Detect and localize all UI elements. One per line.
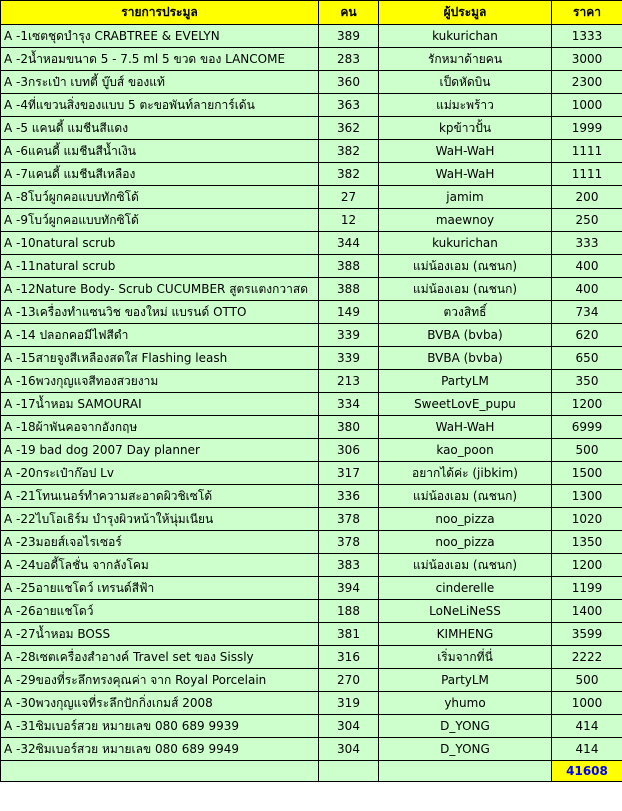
cell-seller: WaH-WaH: [379, 163, 552, 186]
total-blank-count: [319, 761, 379, 782]
cell-price: 200: [552, 186, 622, 209]
cell-seller: kao_poon: [379, 439, 552, 462]
cell-item: A -2น้ำหอมขนาด 5 - 7.5 ml 5 ขวด ของ LANCOME: [1, 48, 319, 71]
cell-price: 734: [552, 301, 622, 324]
cell-price: 414: [552, 715, 622, 738]
table-row: [1, 186, 622, 209]
table-row: [1, 232, 622, 255]
cell-item: A -9โบว์ผูกคอแบบทักซิโด้: [1, 209, 319, 232]
cell-seller: อยากได้ค่ะ (jibkim): [379, 462, 552, 485]
cell-price: 1350: [552, 531, 622, 554]
cell-item: A -27น้ำหอม BOSS: [1, 623, 319, 646]
cell-item: A -8โบว์ผูกคอแบบทักซิโด้: [1, 186, 319, 209]
cell-count: 363: [319, 94, 379, 117]
cell-count: 336: [319, 485, 379, 508]
cell-seller: WaH-WaH: [379, 416, 552, 439]
cell-price: 3000: [552, 48, 622, 71]
cell-count: 344: [319, 232, 379, 255]
cell-seller: jamim: [379, 186, 552, 209]
cell-price: 2222: [552, 646, 622, 669]
header-seller: ผู้ประมูล: [379, 1, 552, 25]
cell-count: 304: [319, 715, 379, 738]
cell-count: 319: [319, 692, 379, 715]
table-row: [1, 508, 622, 531]
table-row: [1, 140, 622, 163]
cell-seller: เป็ดหัดบิน: [379, 71, 552, 94]
cell-seller: แม่น้องเอม (ณชนก): [379, 278, 552, 301]
table-row: [1, 278, 622, 301]
cell-price: 1000: [552, 692, 622, 715]
cell-item: A -30พวงกุญแจที่ระลึกปักกิ่งเกมส์ 2008: [1, 692, 319, 715]
cell-seller: kukurichan: [379, 232, 552, 255]
table-row: [1, 163, 622, 186]
cell-price: 500: [552, 669, 622, 692]
cell-price: 400: [552, 278, 622, 301]
cell-price: 500: [552, 439, 622, 462]
cell-count: 339: [319, 347, 379, 370]
cell-count: 378: [319, 508, 379, 531]
table-row: [1, 462, 622, 485]
table-row: [1, 738, 622, 761]
cell-count: 12: [319, 209, 379, 232]
total-row: [1, 761, 622, 782]
table-row: [1, 485, 622, 508]
table-row: [1, 715, 622, 738]
table-row: [1, 71, 622, 94]
cell-item: A -17น้ำหอม SAMOURAI: [1, 393, 319, 416]
cell-count: 388: [319, 255, 379, 278]
cell-count: 27: [319, 186, 379, 209]
cell-seller: BVBA (bvba): [379, 324, 552, 347]
cell-count: 388: [319, 278, 379, 301]
cell-item: A -11natural scrub: [1, 255, 319, 278]
total-price: 41608: [552, 761, 622, 782]
cell-seller: ตวงสิทธิ์: [379, 301, 552, 324]
cell-price: 3599: [552, 623, 622, 646]
table-row: [1, 554, 622, 577]
cell-price: 1999: [552, 117, 622, 140]
cell-item: A -23มอยส์เจอไรเซอร์: [1, 531, 319, 554]
cell-price: 250: [552, 209, 622, 232]
table-row: [1, 301, 622, 324]
cell-seller: D_YONG: [379, 738, 552, 761]
table-row: [1, 692, 622, 715]
cell-count: 317: [319, 462, 379, 485]
cell-item: A -32ซิมเบอร์สวย หมายเลข 080 689 9949: [1, 738, 319, 761]
total-blank-item: [1, 761, 319, 782]
cell-seller: noo_pizza: [379, 531, 552, 554]
cell-item: A -24บอดี้โลชั่น จากลังโคม: [1, 554, 319, 577]
header-count: คน: [319, 1, 379, 25]
cell-price: 400: [552, 255, 622, 278]
cell-price: 1300: [552, 485, 622, 508]
cell-item: A -10natural scrub: [1, 232, 319, 255]
cell-item: A -31ซิมเบอร์สวย หมายเลข 080 689 9939: [1, 715, 319, 738]
cell-count: 381: [319, 623, 379, 646]
cell-price: 1500: [552, 462, 622, 485]
cell-item: A -3กระเป๋า เบทตี้ บู๊บส์ ของแท้: [1, 71, 319, 94]
table-row: [1, 370, 622, 393]
cell-count: 360: [319, 71, 379, 94]
cell-count: 334: [319, 393, 379, 416]
cell-item: A -13เครื่องทำแซนวิช ของใหม่ แบรนด์ OTTO: [1, 301, 319, 324]
cell-item: A -21โทนเนอร์ทำความสะอาดผิวชิเซโด้: [1, 485, 319, 508]
cell-count: 339: [319, 324, 379, 347]
cell-count: 306: [319, 439, 379, 462]
cell-price: 620: [552, 324, 622, 347]
cell-price: 1111: [552, 140, 622, 163]
header-price: ราคา: [552, 1, 622, 25]
table-row: [1, 531, 622, 554]
cell-count: 149: [319, 301, 379, 324]
cell-price: 1020: [552, 508, 622, 531]
table-row: [1, 646, 622, 669]
cell-price: 6999: [552, 416, 622, 439]
table-row: [1, 25, 622, 48]
cell-count: 394: [319, 577, 379, 600]
cell-seller: cinderelle: [379, 577, 552, 600]
cell-item: A -15สายจูงสีเหลืองสดใส Flashing leash: [1, 347, 319, 370]
cell-seller: D_YONG: [379, 715, 552, 738]
table-row: [1, 324, 622, 347]
table-row: [1, 347, 622, 370]
cell-item: A -28เซตเครื่องสำอางค์ Travel set ของ Sissly: [1, 646, 319, 669]
cell-item: A -20กระเป๋าก๊อป Lv: [1, 462, 319, 485]
cell-seller: BVBA (bvba): [379, 347, 552, 370]
cell-item: A -12Nature Body- Scrub CUCUMBER สูตรแตงกวาสด: [1, 278, 319, 301]
cell-item: A -19 bad dog 2007 Day planner: [1, 439, 319, 462]
cell-seller: WaH-WaH: [379, 140, 552, 163]
cell-seller: รักหมาด้ายคน: [379, 48, 552, 71]
cell-item: A -14 ปลอกคอมีไฟสีดำ: [1, 324, 319, 347]
cell-item: A -1เซตชุดบำรุง CRABTREE & EVELYN: [1, 25, 319, 48]
table-row: [1, 416, 622, 439]
cell-count: 383: [319, 554, 379, 577]
table-row: [1, 623, 622, 646]
cell-price: 1111: [552, 163, 622, 186]
cell-count: 304: [319, 738, 379, 761]
cell-count: 380: [319, 416, 379, 439]
cell-item: A -4ที่แขวนสิ่งของแบบ 5 ตะขอพันท์ลายการ์เด้น: [1, 94, 319, 117]
cell-price: 1400: [552, 600, 622, 623]
cell-count: 283: [319, 48, 379, 71]
cell-item: A -6แคนดี้ แมชีนสีน้ำเงิน: [1, 140, 319, 163]
cell-item: A -29ของที่ระลึกทรงคุณค่า จาก Royal Porcelain: [1, 669, 319, 692]
cell-seller: yhumo: [379, 692, 552, 715]
cell-seller: kukurichan: [379, 25, 552, 48]
table-row: [1, 577, 622, 600]
table-row: [1, 255, 622, 278]
cell-price: 1200: [552, 554, 622, 577]
cell-seller: แม่น้องเอม (ณชนก): [379, 255, 552, 278]
table-row: [1, 669, 622, 692]
cell-count: 378: [319, 531, 379, 554]
cell-price: 1200: [552, 393, 622, 416]
cell-price: 350: [552, 370, 622, 393]
table-row: [1, 209, 622, 232]
cell-item: A -18ผ้าพันคอจากอังกฤษ: [1, 416, 319, 439]
cell-seller: SweetLovE_pupu: [379, 393, 552, 416]
cell-seller: แม่น้องเอม (ณชนก): [379, 554, 552, 577]
header-item: รายการประมูล: [1, 1, 319, 25]
cell-count: 382: [319, 140, 379, 163]
cell-price: 1000: [552, 94, 622, 117]
cell-price: 1333: [552, 25, 622, 48]
cell-item: A -26อายแชโดว์: [1, 600, 319, 623]
cell-seller: maewnoy: [379, 209, 552, 232]
cell-seller: เริ่มจากที่นี่: [379, 646, 552, 669]
table-row: [1, 600, 622, 623]
cell-item: A -25อายแชโดว์ เทรนด์สีฟ้า: [1, 577, 319, 600]
cell-seller: PartyLM: [379, 370, 552, 393]
cell-price: 333: [552, 232, 622, 255]
cell-price: 650: [552, 347, 622, 370]
cell-count: 316: [319, 646, 379, 669]
cell-count: 213: [319, 370, 379, 393]
cell-item: A -22ไบโอเธิร์ม บำรุงผิวหน้าให้นุ่มเนียน: [1, 508, 319, 531]
cell-count: 188: [319, 600, 379, 623]
cell-seller: kpข้าวปั้น: [379, 117, 552, 140]
cell-count: 362: [319, 117, 379, 140]
table-row: [1, 393, 622, 416]
cell-item: A -7แคนดี้ แมชีนสีเหลือง: [1, 163, 319, 186]
table-row: [1, 117, 622, 140]
cell-seller: KIMHENG: [379, 623, 552, 646]
table-row: [1, 439, 622, 462]
cell-count: 389: [319, 25, 379, 48]
header-row: [1, 1, 622, 25]
cell-price: 414: [552, 738, 622, 761]
table-row: [1, 48, 622, 71]
table-row: [1, 94, 622, 117]
cell-seller: แม่น้องเอม (ณชนก): [379, 485, 552, 508]
cell-price: 2300: [552, 71, 622, 94]
cell-item: A -5 แคนดี้ แมชีนสีแดง: [1, 117, 319, 140]
cell-seller: PartyLM: [379, 669, 552, 692]
cell-seller: LoNeLiNeSS: [379, 600, 552, 623]
cell-count: 270: [319, 669, 379, 692]
cell-item: A -16พวงกุญแจสีทองสวยงาม: [1, 370, 319, 393]
total-blank-seller: [379, 761, 552, 782]
cell-seller: noo_pizza: [379, 508, 552, 531]
cell-count: 382: [319, 163, 379, 186]
cell-price: 1199: [552, 577, 622, 600]
cell-seller: แม่มะพร้าว: [379, 94, 552, 117]
